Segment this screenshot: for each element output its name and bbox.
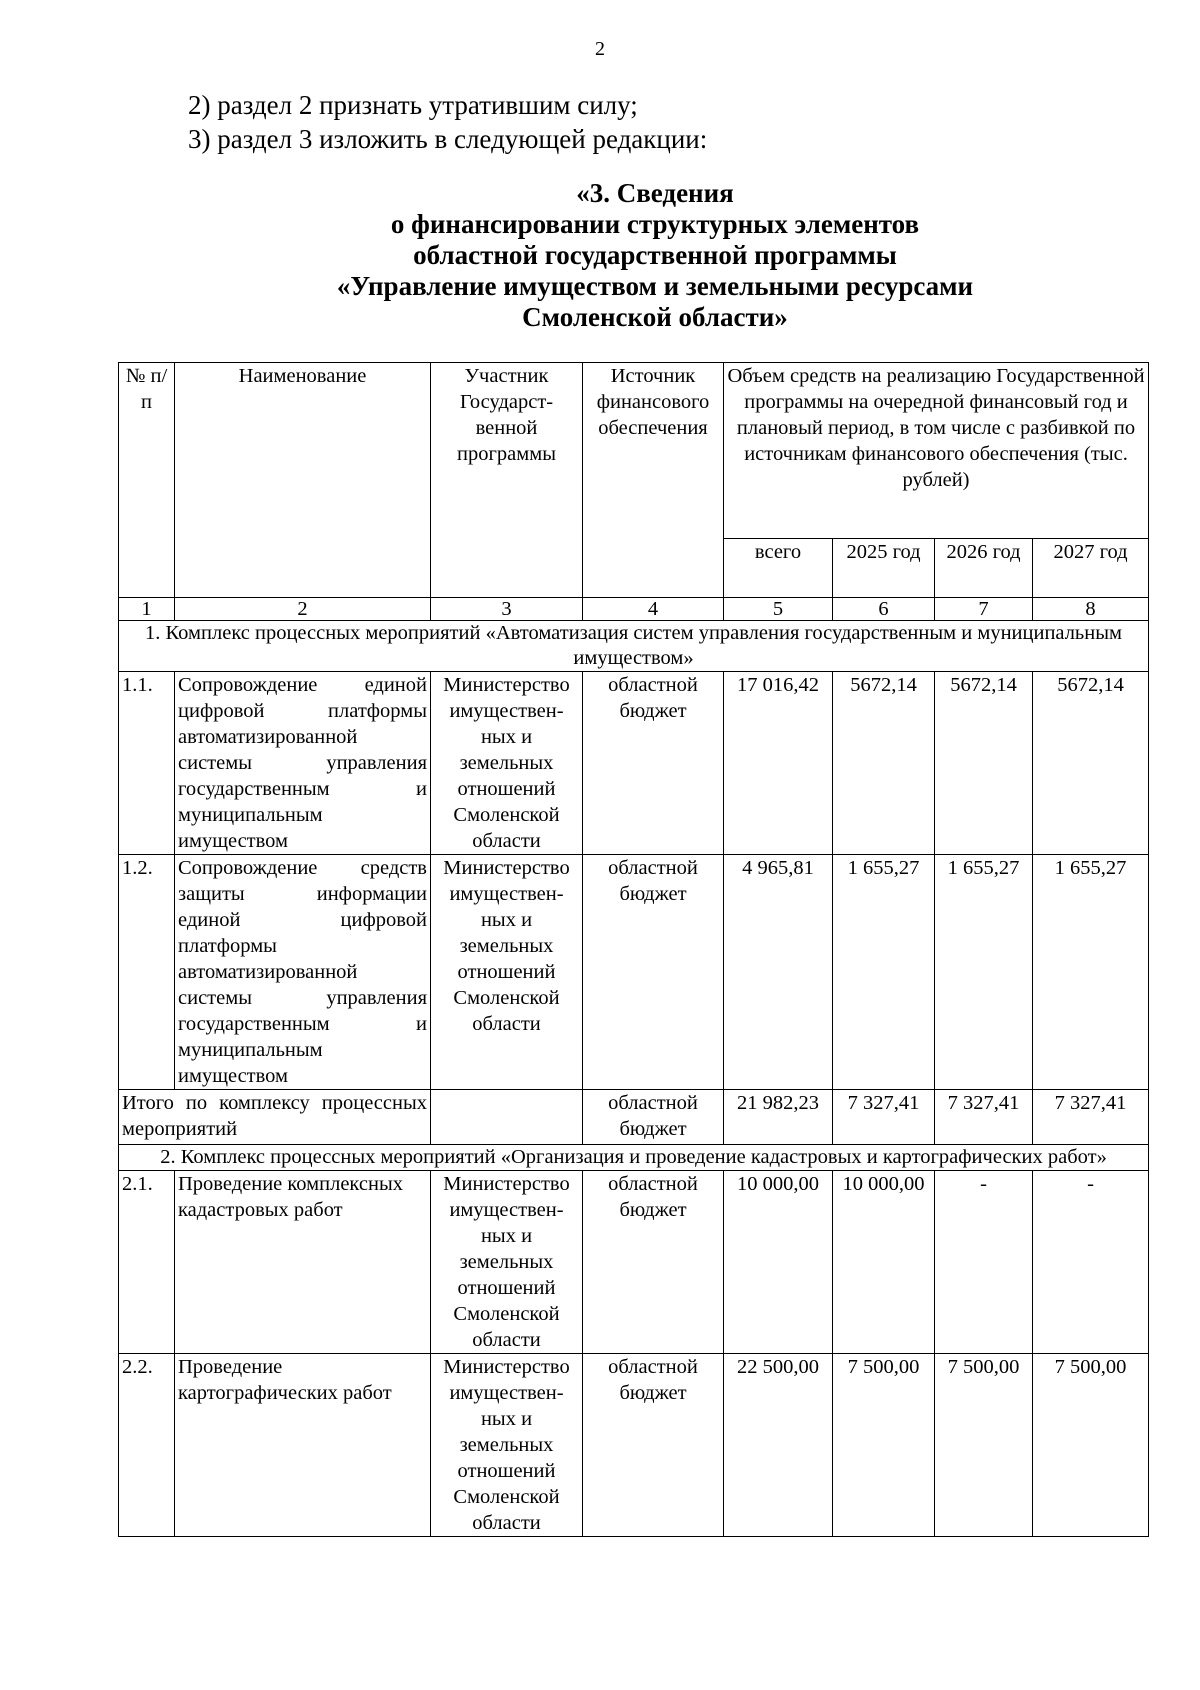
row-participant: Министерство имуществен-ных и земельных отношений Смоленской области: [431, 1171, 583, 1354]
section-1-title: 1. Комплекс процессных мероприятий «Автоматизация систем управления государственным и муниципальным имуществом»: [119, 621, 1149, 672]
header-num: № п/п: [119, 363, 175, 598]
heading-line-1: «3. Сведения: [576, 178, 734, 208]
row-source: областной бюджет: [583, 1171, 724, 1354]
column-index: 7: [935, 598, 1033, 621]
row-total: 10 000,00: [724, 1171, 833, 1354]
row-2027: 5672,14: [1033, 672, 1149, 855]
row-num: 2.2.: [119, 1354, 175, 1537]
header-2025: 2025 год: [833, 539, 935, 598]
row-total: 17 016,42: [724, 672, 833, 855]
row-source: областной бюджет: [583, 672, 724, 855]
row-2027: -: [1033, 1171, 1149, 1354]
row-2025: 1 655,27: [833, 855, 935, 1090]
column-index: 3: [431, 598, 583, 621]
section-2-title: 2. Комплекс процессных мероприятий «Организация и проведение кадастровых и картографических работ»: [119, 1145, 1149, 1171]
heading-line-5: Смоленской области»: [522, 302, 788, 332]
subtotal-label: Итого по комплексу процессных мероприятий: [119, 1090, 431, 1145]
row-2025: 5672,14: [833, 672, 935, 855]
section-heading: [150, 178, 1160, 333]
heading-line-4: «Управление имуществом и земельными ресурсами: [336, 271, 974, 301]
column-index: 1: [119, 598, 175, 621]
row-name: Сопровождение средств защиты информации единой цифровой платформы автоматизированной системы управления государственным и муниципальным имуществом: [175, 855, 431, 1090]
header-2027: 2027 год: [1033, 539, 1149, 598]
column-index-row: [119, 598, 1149, 621]
row-2025: 7 500,00: [833, 1354, 935, 1537]
row-name: Сопровождение единой цифровой платформы автоматизированной системы управления государственным и муниципальным имуществом: [175, 672, 431, 855]
row-2026: 1 655,27: [935, 855, 1033, 1090]
row-2026: 5672,14: [935, 672, 1033, 855]
subtotal-row: [119, 1090, 1149, 1145]
paragraph-item-3: 3) раздел 3 изложить в следующей редакции:: [188, 124, 708, 154]
row-participant: Министерство имуществен-ных и земельных отношений Смоленской области: [431, 855, 583, 1090]
row-num: 1.2.: [119, 855, 175, 1090]
heading-line-2: о финансировании структурных элементов: [390, 209, 920, 239]
header-volume: Объем средств на реализацию Государственной программы на очередной финансовый год и плановый период, в том числе с разбивкой по источникам финансового обеспечения (тыс. рублей): [724, 363, 1149, 539]
row-source: областной бюджет: [583, 1354, 724, 1537]
header-total: всего: [724, 539, 833, 598]
row-2027: 1 655,27: [1033, 855, 1149, 1090]
subtotal-2026: 7 327,41: [935, 1090, 1033, 1145]
row-name: Проведение картографических работ: [175, 1354, 431, 1537]
column-index: 6: [833, 598, 935, 621]
header-row: [119, 363, 1149, 539]
page-number: 2: [595, 38, 605, 60]
column-index: 2: [175, 598, 431, 621]
heading-line-3: областной государственной программы: [413, 240, 897, 270]
subtotal-2025: 7 327,41: [833, 1090, 935, 1145]
table-row: [119, 1354, 1149, 1537]
row-2026: 7 500,00: [935, 1354, 1033, 1537]
section-row: [119, 1145, 1149, 1171]
header-participant: Участник Государст-венной программы: [431, 363, 583, 598]
subtotal-total: 21 982,23: [724, 1090, 833, 1145]
subtotal-2027: 7 327,41: [1033, 1090, 1149, 1145]
table-row: [119, 1171, 1149, 1354]
financing-table: [118, 362, 1149, 1537]
row-num: 1.1.: [119, 672, 175, 855]
subtotal-source: областной бюджет: [583, 1090, 724, 1145]
header-source: Источник финансового обеспечения: [583, 363, 724, 598]
row-2025: 10 000,00: [833, 1171, 935, 1354]
row-2027: 7 500,00: [1033, 1354, 1149, 1537]
header-name: Наименование: [175, 363, 431, 598]
row-participant: Министерство имуществен-ных и земельных отношений Смоленской области: [431, 672, 583, 855]
row-name: Проведение комплексных кадастровых работ: [175, 1171, 431, 1354]
row-source: областной бюджет: [583, 855, 724, 1090]
column-index: 4: [583, 598, 724, 621]
column-index: 5: [724, 598, 833, 621]
subtotal-participant: [431, 1090, 583, 1145]
row-total: 22 500,00: [724, 1354, 833, 1537]
section-row: [119, 621, 1149, 672]
column-index: 8: [1033, 598, 1149, 621]
row-total: 4 965,81: [724, 855, 833, 1090]
row-participant: Министерство имуществен-ных и земельных отношений Смоленской области: [431, 1354, 583, 1537]
row-num: 2.1.: [119, 1171, 175, 1354]
table-row: [119, 672, 1149, 855]
row-2026: -: [935, 1171, 1033, 1354]
table-row: [119, 855, 1149, 1090]
paragraph-item-2: 2) раздел 2 признать утратившим силу;: [188, 90, 638, 120]
header-2026: 2026 год: [935, 539, 1033, 598]
